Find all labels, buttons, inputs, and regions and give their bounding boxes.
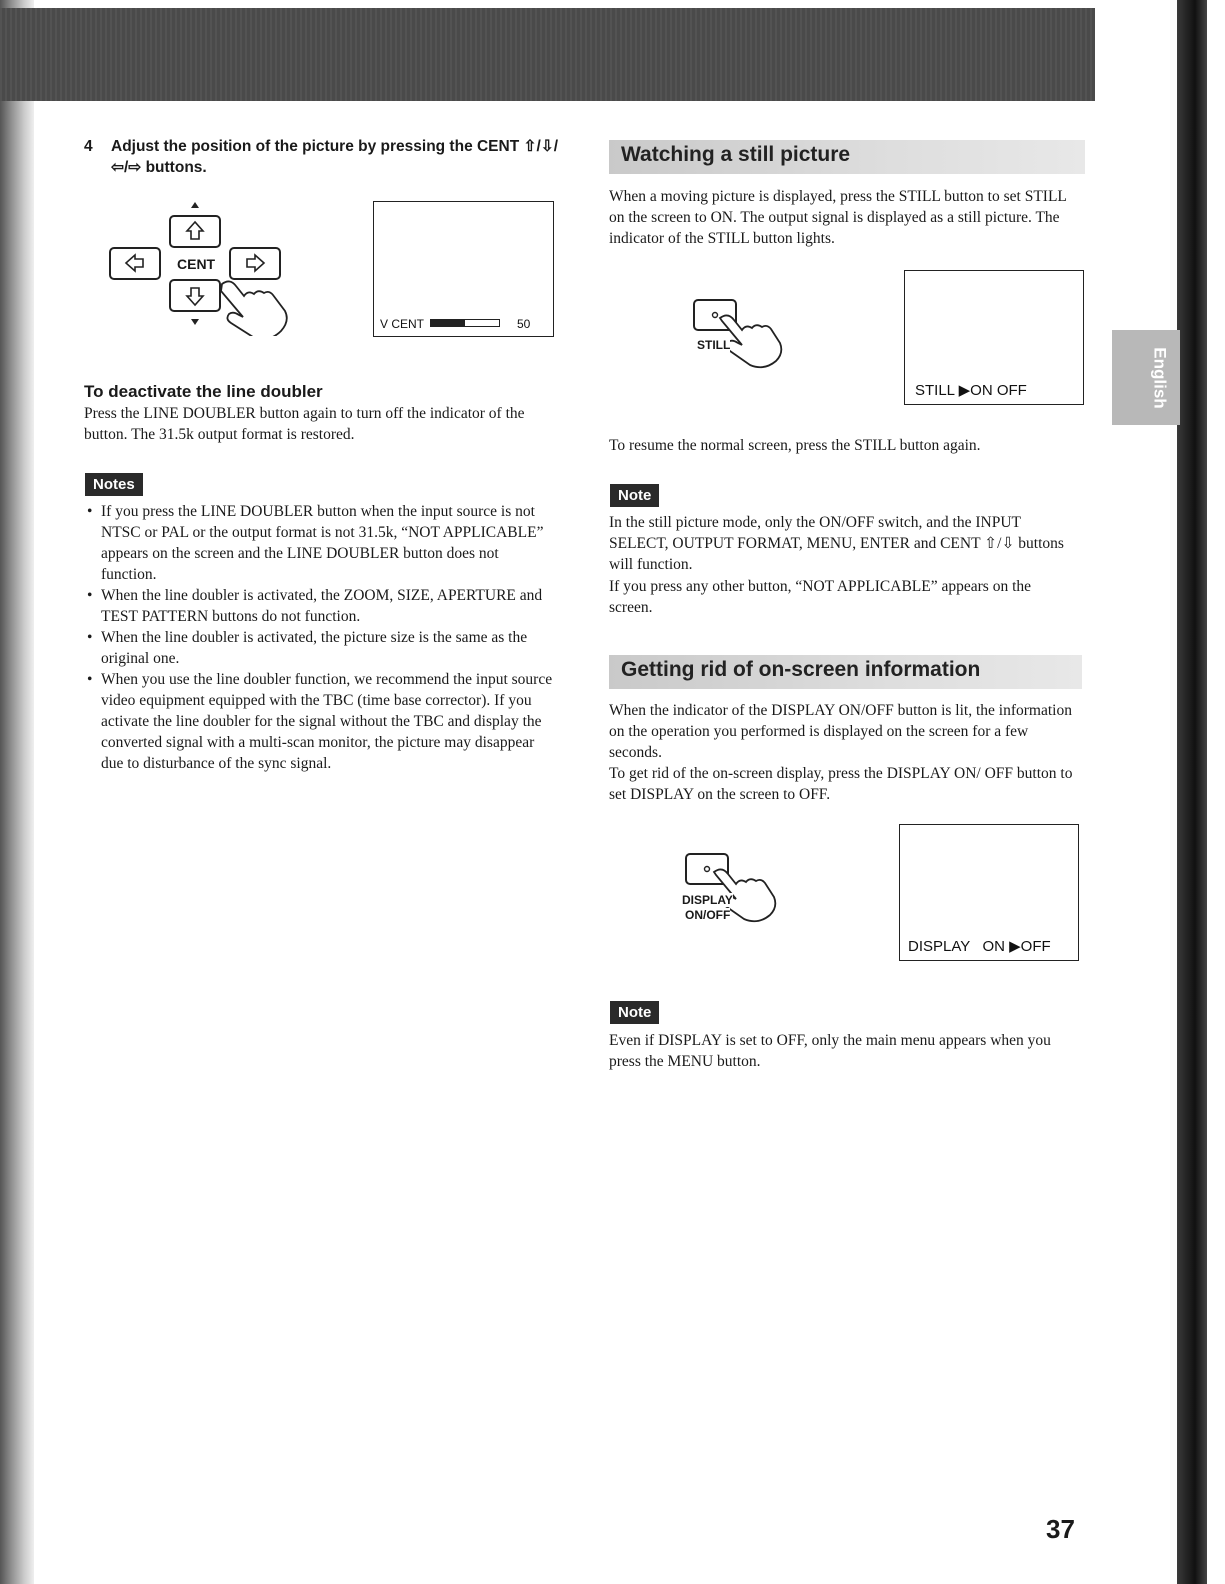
step-text: Adjust the position of the picture by pressing the CENT ⇧/⇩/⇦/⇨ buttons. bbox=[111, 138, 559, 176]
display-button-label-1: DISPLAY bbox=[682, 893, 733, 907]
language-tab bbox=[1112, 330, 1180, 425]
display-button-label-2: ON/OFF bbox=[685, 908, 731, 922]
notes-item: • If you press the LINE DOUBLER button when the input source is not NTSC or PAL or the output format is not 31.5k, “NOT APPLICABLE” appears on the screen and the LINE DOUBLER button does not function. bbox=[85, 501, 555, 585]
display-note-text: Even if DISPLAY is set to OFF, only the main menu appears when you press the MENU button. bbox=[609, 1032, 1051, 1070]
notes-item: • When the line doubler is activated, the ZOOM, SIZE, APERTURE and TEST PATTERN buttons do not function. bbox=[85, 585, 555, 627]
still-section-heading bbox=[609, 140, 1085, 174]
deactivate-heading: To deactivate the line doubler bbox=[84, 382, 323, 401]
display-heading-text: Getting rid of on-screen information bbox=[621, 658, 981, 681]
language-tab-label: English bbox=[1150, 347, 1170, 409]
notes-badge: Notes bbox=[85, 473, 143, 496]
binding-edge bbox=[0, 0, 34, 1584]
v-cent-osd-value: 50 bbox=[517, 317, 531, 331]
display-button-figure bbox=[680, 850, 790, 930]
page-edge-shadow bbox=[1177, 0, 1207, 1584]
v-cent-level-bar bbox=[430, 319, 500, 327]
notes-item: • When the line doubler is activated, the picture size is the same as the original one. bbox=[85, 627, 555, 669]
still-button-label: STILL bbox=[697, 338, 731, 352]
notes-badge-wrap bbox=[85, 473, 143, 496]
still-heading-text: Watching a still picture bbox=[621, 143, 851, 166]
v-cent-osd-label: V CENT bbox=[380, 317, 425, 331]
v-cent-screen bbox=[373, 201, 554, 337]
display-text-1: When the indicator of the DISPLAY ON/OFF button is lit, the information on the operation you performed is displayed on the screen for a few seconds. bbox=[609, 702, 1072, 761]
deactivate-text: Press the LINE DOUBLER button again to turn off the indicator of the button. The 31.5k output format is restored. bbox=[84, 405, 525, 443]
display-screen bbox=[899, 824, 1079, 961]
notes-item: • When you use the line doubler function, we recommend the input source video equipment equipped with the TBC (time base corrector). If you activate the line doubler for the signal without the TBC and display the converted signal with a multi-scan monitor, the picture may disappear due to disturbance of the sync signal. bbox=[85, 669, 555, 774]
still-screen bbox=[904, 270, 1084, 405]
page-number: 37 bbox=[1046, 1514, 1075, 1544]
header-band bbox=[0, 8, 1095, 101]
step-number: 4 bbox=[84, 138, 93, 155]
v-cent-level-fill bbox=[431, 320, 465, 326]
page-margin bbox=[1207, 0, 1225, 1584]
display-note-badge: Note bbox=[610, 1001, 659, 1024]
still-resume-text: To resume the normal screen, press the STILL button again. bbox=[609, 437, 981, 454]
still-note-text: In the still picture mode, only the ON/OFF switch, and the INPUT SELECT, OUTPUT FORMAT, MENU, ENTER and CENT ⇧/⇩ buttons will function. bbox=[609, 514, 1064, 573]
display-note-badge-wrap bbox=[610, 1001, 659, 1024]
cent-label: CENT bbox=[177, 256, 216, 272]
still-button-drawing bbox=[690, 296, 790, 371]
still-text: When a moving picture is displayed, press the STILL button to set STILL on the screen to ON. The output signal is displayed as a still picture. The indicator of the STILL button lights. bbox=[609, 188, 1067, 247]
display-text-2: To get rid of the on-screen display, press the DISPLAY ON/ OFF button to set DISPLAY on the screen to OFF. bbox=[609, 765, 1073, 803]
still-button-figure bbox=[690, 296, 790, 371]
still-note-badge: Note bbox=[610, 484, 659, 507]
still-note-text-2: If you press any other button, “NOT APPLICABLE” appears on the screen. bbox=[609, 578, 1032, 616]
display-section-heading bbox=[609, 655, 1082, 689]
cent-buttons-figure bbox=[104, 196, 304, 336]
notes-list bbox=[85, 501, 555, 774]
still-osd: STILL ▶ON OFF bbox=[915, 382, 1027, 399]
still-note-badge-wrap bbox=[610, 484, 659, 507]
display-osd: DISPLAY ON ▶OFF bbox=[908, 938, 1051, 955]
